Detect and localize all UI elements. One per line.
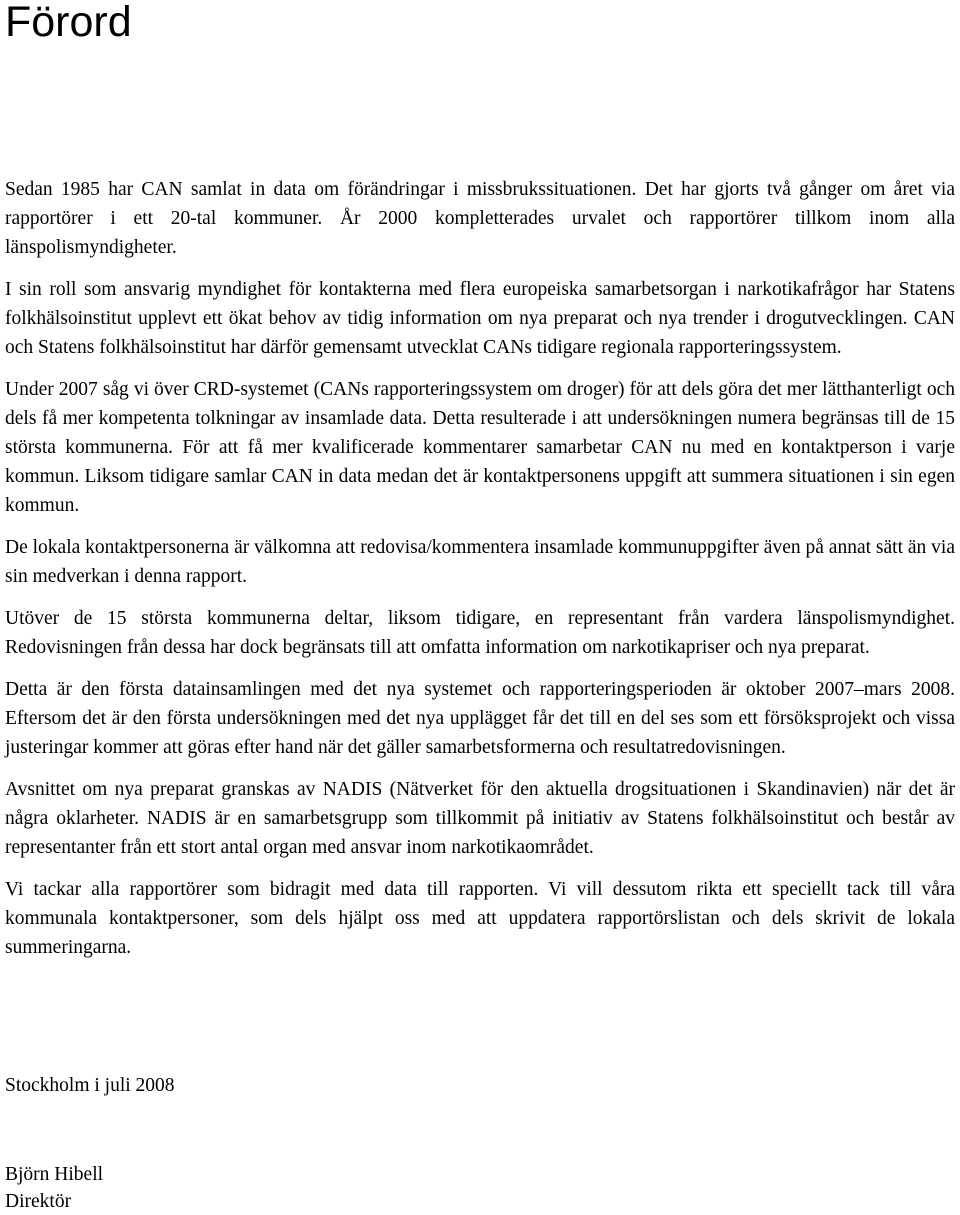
place-and-date: Stockholm i juli 2008 <box>5 1075 175 1096</box>
signature-block <box>5 1161 103 1215</box>
paragraph-intro: Sedan 1985 har CAN samlat in data om förändringar i missbrukssituationen. Det har gjorts två gånger om året via rapportörer i ett 20-tal kommuner. År 2000 kompletterades urvalet och rapportörer tillkom inom alla länspolismyndigheter. <box>5 179 955 258</box>
paragraph-first-collection: Detta är den första datainsamlingen med det nya systemet och rapporteringsperioden är oktober 2007–mars 2008. Eftersom det är den första undersökningen med det nya upplägget får det till en del ses som ett försöksprojekt och vissa justeringar kommer att göras efter hand när det gäller samarbetsformerna och resultatredovisningen. <box>5 679 955 758</box>
paragraph-nadis: Avsnittet om nya preparat granskas av NADIS (Nätverket för den aktuella drogsituationen i Skandinavien) när det är några oklarheter. NADIS är en samarbetsgrupp som tillkommit på initiativ av Statens folkhälsoinstitut och består av representanter från ett stort antal organ med ansvar inom narkotikaområdet. <box>5 779 955 858</box>
paragraph-role: I sin roll som ansvarig myndighet för kontakterna med flera europeiska samarbetsorgan i narkotikafrågor har Statens folkhälsoinstitut upplevt ett ökat behov av tidig information om nya preparat och nya trender i drogutvecklingen. CAN och Statens folkhälsoinstitut har därför gemensamt utvecklat CANs tidigare regionala rapporteringssystem. <box>5 279 955 358</box>
page-title: Förord <box>5 0 132 46</box>
paragraph-contact-persons: De lokala kontaktpersonerna är välkomna att redovisa/kommentera insamlade kommunuppgifter även på annat sätt än via sin medverkan i denna rapport. <box>5 537 955 587</box>
signatory-name: Björn Hibell <box>5 1164 104 1185</box>
signatory-role: Direktör <box>5 1191 72 1212</box>
paragraph-crd-system: Under 2007 såg vi över CRD-systemet (CANs rapporteringssystem om droger) för att dels göra det mer lätthanterligt och dels få mer kompetenta tolkningar av insamlade data. Detta resulterade i att undersökningen numera begränsas till de 15 största kommunerna. För att få mer kvalificerade kommentarer samarbetar CAN nu med en kontaktperson i varje kommun. Liksom tidigare samlar CAN in data medan det är kontaktpersonens uppgift att summera situationen i sin egen kommun. <box>5 379 955 516</box>
paragraph-police: Utöver de 15 största kommunerna deltar, liksom tidigare, en representant från vardera länspolismyndighet. Redovisningen från dessa har dock begränsats till att omfatta information om narkotikapriser och nya preparat. <box>5 608 955 658</box>
paragraph-thanks: Vi tackar alla rapportörer som bidragit med data till rapporten. Vi vill dessutom rikta ett speciellt tack till våra kommunala kontaktpersoner, som dels hjälpt oss med att uppdatera rapportörslistan och dels skrivit de lokala summeringarna. <box>5 879 955 958</box>
document-body <box>5 175 955 975</box>
